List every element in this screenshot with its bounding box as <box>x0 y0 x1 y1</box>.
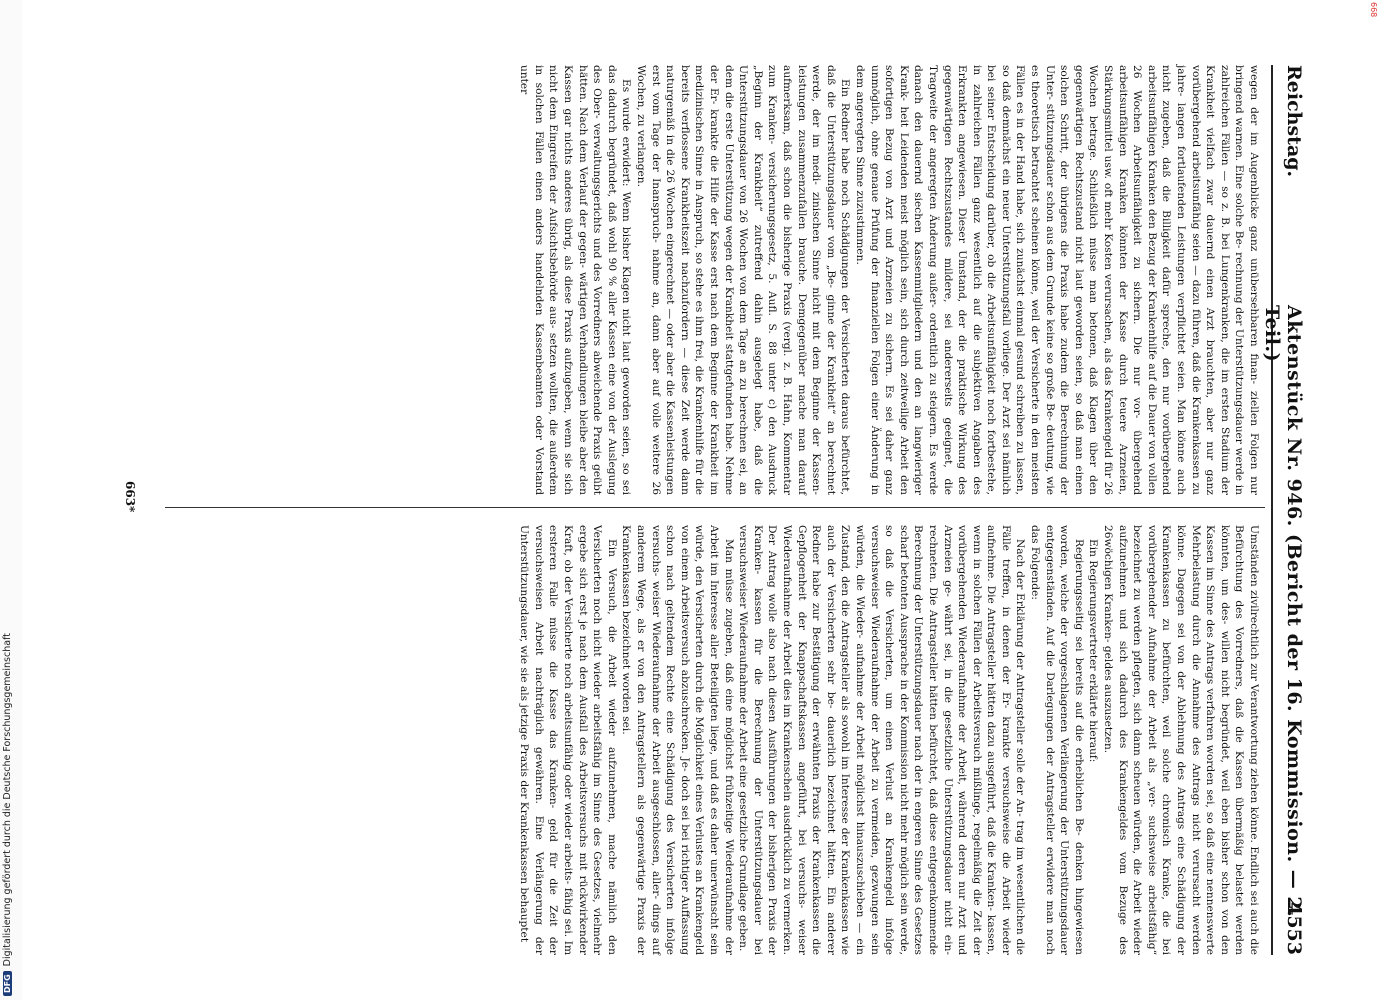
header-aktenstueck: Aktenstück Nr. 946. (Bericht der 16. Kommission. — 2. Teil.) <box>1261 305 1305 918</box>
paragraph: Es wurde erwidert: Wenn bisher Klagen nicht laut geworden seien, so sei das dadurch begründet, daß wohl 90 % aller Kassen eine von der Auslegung des Ober- verwaltungsgerichts und des Vorredners abweichende Praxis geübt hätten. Nach dem Verlauf der gegen- wärtigen Verhandlungen bleibe aber den Kassen gar nichts anderes übrig, als diese Praxis aufzugeben, wenn sie sich nicht dem Eingreifen der Aufsichtsbehörde aus- setzen wollten, die außerdem in solchen Fällen einen anders handelnden Kassenbeamten oder Vorstand unter <box>518 65 633 495</box>
credit-text: Digitalisierung gefördert durch die Deutsche Forschungsgemeinschaft <box>2 633 13 967</box>
right-column <box>517 525 1261 955</box>
signature-mark: 663* <box>123 481 137 513</box>
paragraph: Ein Redner habe noch Schädigungen der Versicherten daraus befürchtet, daß die Unterstützungsdauer vom „Be- ginne der Krankheit“ an berechnet werde, der im medi- zinischen Sinne nicht mit dem Beginne der Kassen- leistungen zusammenzufallen brauche. Demgegenüber mache man darauf aufmerksam, daß schon die bisherige Praxis (vergl. z. B. Hahn, Kommentar zum Kranken- versicherungsgesetz, 5. Aufl. S. 88 unter c) den Ausdruck „Beginn der Krankheit“ zutreffend dahin ausgelegt habe, daß die Unterstützungsdauer von 26 Wochen von dem Tage an zu berechnen sei, an dem die erste Unterstützung wegen der Krankheit stattgefunden habe. Nehme der Er- krankte die Hilfe der Kasse erst nach dem Beginne der Krankheit im medizinischen Sinne in Anspruch, so stehe es ihm frei, die Krankenhilfe für die bereits verflossene Krankheitszeit nachzufordern — diese Zeit werde dann naturgemäß in die 26 Wochen eingerechnet — oder aber die Kassenleistungen erst vom Tage der Inanspruch- nahme an, dann aber auf volle weitere 26 Wochen, zu verlangen. <box>635 65 852 495</box>
paragraph: Umständen zivilrechtlich zur Verantwortung ziehen könne. Endlich sei auch die Befürchtung des Vorredners, daß die Kassen übermäßig belastet werden könnten, um des- willen nicht begründet, weil eben bisher schon von den Kassen im Sinne des Antrags verfahren worden sei, so daß eine nennenswerte Mehrbelastung durch die Annahme des Antrags nicht verursacht werden könne. Dagegen sei von der Ablehnung des Antrags eine Schädigung der Krankenkassen zu befürchten, weil solche chronisch Kranke, die bei vorübergehender Aufnahme der Arbeit als „ver- suchsweise arbeitsfähig“ bezeichnet zu werden pflegten, sich dann scheuen würden, die Arbeit wieder aufzunehmen und sich dadurch des Krankengeldes vom Bezuge des 26wöchigen Kranken- geldes auszusetzen. <box>1102 525 1260 955</box>
paragraph: Regierungsseitig sei bereits auf die erheblichen Be- denken hingewiesen worden, welche der vorgeschlagenen Verlängerung der Unterstützungsdauer entgegenständen. Auf die Darlegungen der Antragsteller erwidere man noch das Folgende: <box>1029 525 1085 955</box>
left-column <box>517 65 1261 495</box>
page-number: 4553 <box>1283 902 1305 955</box>
scanned-page <box>83 41 1317 976</box>
dfg-logo: DFG <box>3 971 12 996</box>
page-id-mark: 668 <box>1369 2 1378 18</box>
paragraph: Man müsse zugeben, daß eine möglichst frühzeitige Wiederaufnahme der Arbeit im Interesse aller Beteiligten liege, und daß es daher unerwünscht sein würde, den Versicherten durch die Möglichkeit eines Verlustes an Krankengeld von einem Arbeitsversuch abzuschrecken. Je- doch sei bei richtiger Auffassung schon nach geltendem Rechte eine Schädigung des Versicherten infolge versuchs- weiser Wiederaufnahme der Arbeit ausgeschlossen, aller- dings auf anderem Wege, als er von den Antragstellern als gegenwärtige Praxis der Krankenkassen bezeichnet worden sei. <box>620 525 735 955</box>
digitization-credit <box>2 633 13 996</box>
header-reichstag: Reichstag. <box>1283 65 1305 178</box>
paragraph: Ein Versuch, die Arbeit wieder aufzunehmen, mache nämlich den Versicherten noch nicht wieder arbeitsfähig im Sinne des Gesetzes, vielmehr ergebe sich erst je nach dem Ausfall des Arbeitsversuchs mit rückwirkender Kraft, ob der Versicherte noch arbeitsunfähig oder wieder arbeits- fähig sei. Im ersteren Falle müsse die Kasse das Kranken- geld für die Zeit der versuchsweisen Arbeit nachträglich gewähren. Eine Verlängerung der Unterstützungsdauer, wie sie als jetzige Praxis der Krankenkassen behauptet <box>518 525 618 955</box>
subheading: Ein Regierungsvertreter erklärte hierauf: <box>1087 539 1100 763</box>
column-divider <box>165 507 1265 508</box>
paragraph: wegen der im Augenblicke ganz unübersehbaren finan- ziellen Folgen nur bringend warnen. Eine solche Be- rechnung der Unterstützungsdauer werde in zahlreichen Fällen — so z. B. bei Lungenkranken, die im ersten Stadium der Krankheit vielfach zwar dauernd einen Arzt brauchten, aber nur ganz vorübergehend arbeitsunfähig seien — dazu führen, daß die Krankenkassen zu jahre- langen fortlaufenden Leistungen verpflichtet seien. Man könne auch nicht zugeben, daß die Billigkeit dafür spreche, den nur vorübergehend arbeitsunfähigen Kranken den Bezug der Krankenhilfe auf die Dauer von vollen 26 Wochen Arbeitsunfähigkeit zu sichern. Die nur vor- übergehend arbeitsunfähigen Kranken könnten der Kasse durch teuere Arzneien, Stärkungsmittel usw. oft mehr Kosten verursachen, als das Krankengeld für 26 Wochen betrage. Schließlich müsse man betonen, daß Klagen über den gegenwärtigen Rechtszustand nicht laut geworden seien, so daß man einen solchen Schritt, der übrigens die Praxis habe zudem die Berechnung der Unter- stützungsdauer schon aus dem Grunde keine so große Be- deutung, wie es theoretisch betrachtet scheinen könne, weil der Versicherte in den meisten Fällen es in der Hand habe, sich zunächst einmal gesund schreiben zu lassen, so daß demnächst ein neuer Unterstützungsfall vorliege. Der Arzt sei nämlich bei seiner Entscheidung darüber, ob die Arbeitsunfähigkeit noch fortbestehe, in zahlreichen Fällen ganz wesentlich auf die subjektiven Angaben des Erkrankten angewiesen. Dieser Umstand, der die praktische Wirkung des gegenwärtigen Rechtszustandes mildere, sei andererseits geeignet, die Tragweite der angeregten Änderung außer- ordentlich zu steigern. Es werde danach den dauernd siechen Kassenmitgliedern und den an langwieriger Krank- heit Leidenden meist möglich sein, sich durch zeitweilige Arbeit den sofortigen Bezug von Arzt und Arzneien zu sichern. Es sei daher ganz unmöglich, ohne genaue Prüfung der finanziellen Folgen einer Änderung in dem angeregten Sinne zuzustimmen. <box>853 65 1260 495</box>
paragraph: Nach der Erklärung der Antragsteller solle der An- trag im wesentlichen die Fälle treffen, in denen der Er- krankte versuchsweise die Arbeit wieder aufnehme. Die Antragsteller hätten dazu ausgeführt, daß die Kranken- kassen, wenn in solchen Fällen der Arbeitsversuch mißlinge, regelmäßig die Zeit der vorübergehenden Wiederaufnahme der Arbeit, während deren nur Arzt und Arzneien ge- währt sei, in die gesetzliche Unterstützungsdauer nicht ein- rechneten. Die Antragsteller hätten befürchtet, daß diese entgegenkommende Berechnung der Unterstützungsdauer nach der in engeren Sinne des Gesetzes scharf betonten Aussprache in der Kommission nicht mehr möglich sein werde, so daß die Versicherten, um einen Verlust an Krankengeld infolge versuchsweiser Wiederaufnahme der Arbeit zu vermeiden, gezwungen sein würden, die Wieder- aufnahme der Arbeit möglichst hinauszuschieben — ein Zustand, den die Antragsteller als sowohl im Interesse der Krankenkassen wie auch der Versicherten sehr be- dauerlich bezeichnet hätten. Ein anderer Redner habe zur Bestätigung der erwähnten Praxis der Krankenkassen die Gepflogenheit der Knappschaftskassen angeführt, bei versuchs- weiser Wiederaufnahme der Arbeit dies im Krankenschein ausdrücklich zu vermerken. Der Antrag wolle also nach diesen Ausführungen der bisherigen Praxis der Kranken- kassen für die Berechnung der Unterstützungsdauer bei versuchsweiser Wiederaufnahme der Arbeit eine gesetzliche Grundlage geben. <box>737 525 1027 955</box>
digitization-credit-strip <box>0 0 22 1000</box>
running-header <box>1261 65 1313 955</box>
